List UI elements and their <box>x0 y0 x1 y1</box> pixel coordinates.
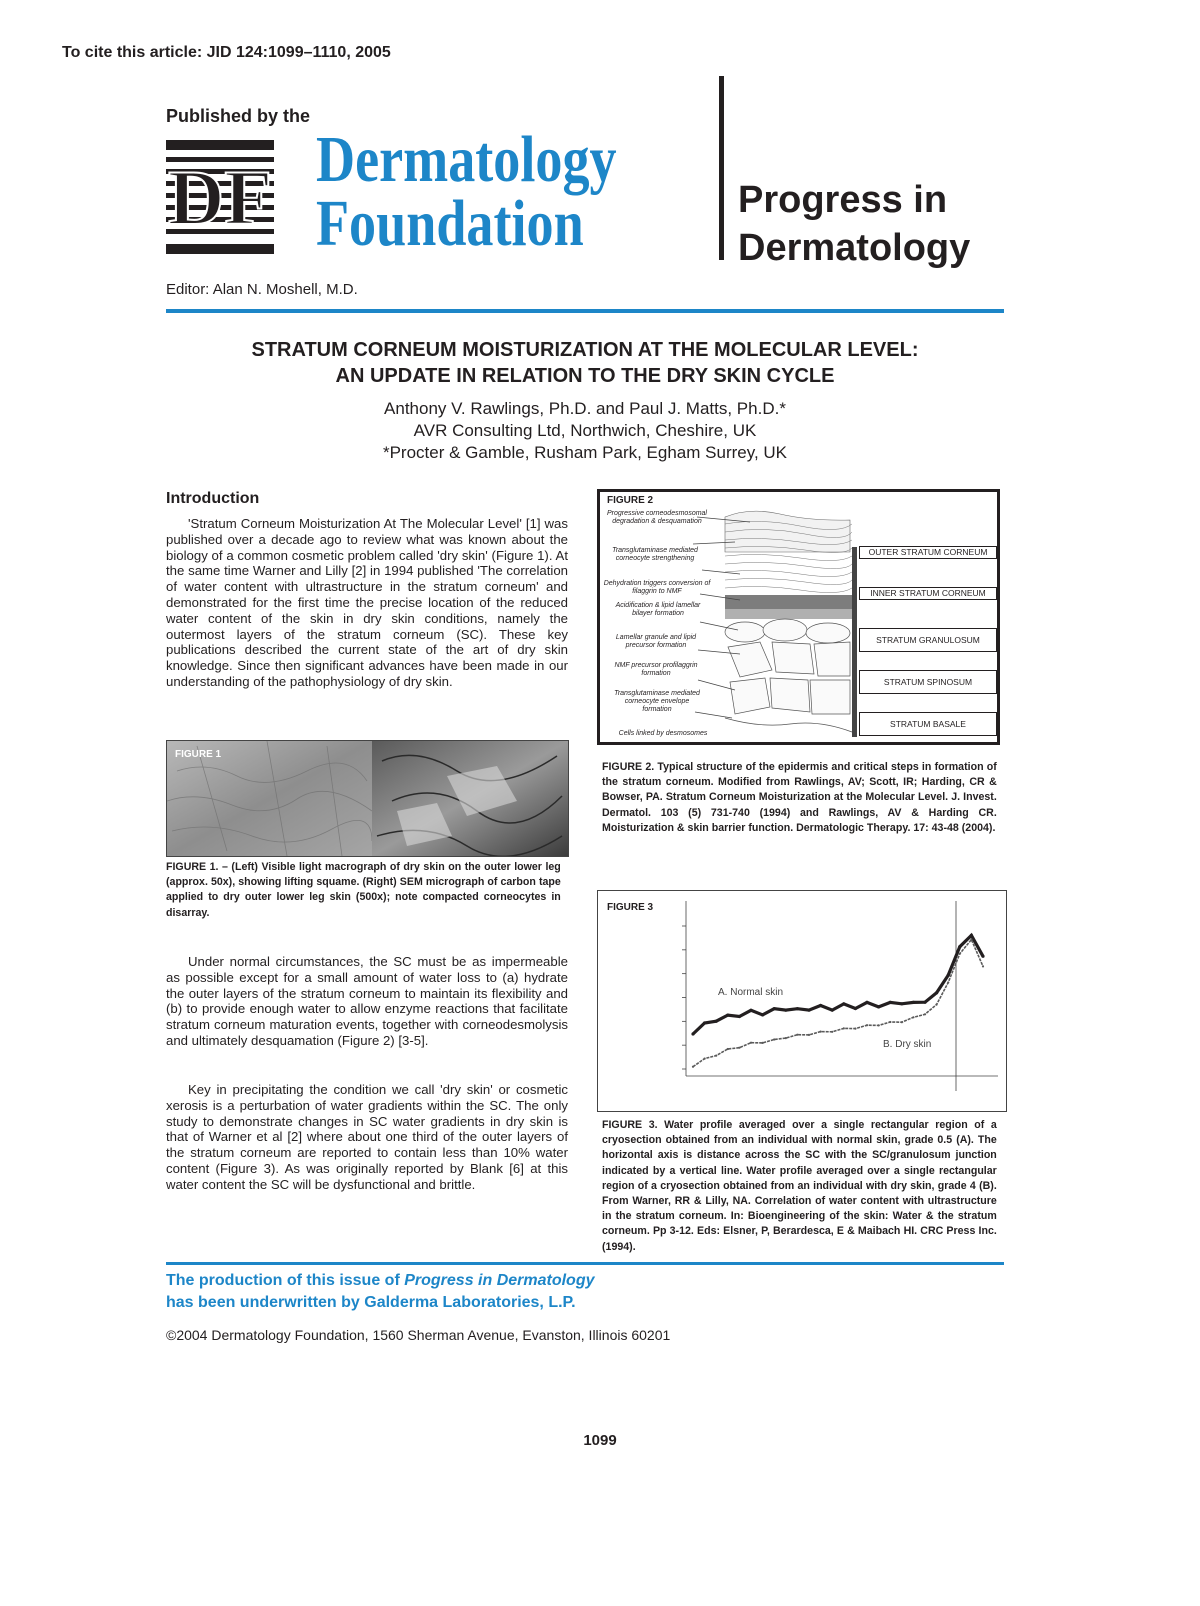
series-title <box>738 176 970 272</box>
data-point <box>982 965 984 967</box>
data-point <box>877 1005 880 1008</box>
series-title-line1: Progress in <box>738 179 948 221</box>
data-point <box>866 1024 868 1026</box>
data-point <box>970 934 973 937</box>
figure-1 <box>166 740 569 857</box>
underwriter-line1 <box>166 1270 595 1292</box>
underwriter-line2: has been underwritten by Galderma Laboratories, L.P. <box>166 1294 576 1311</box>
data-point <box>750 1042 752 1044</box>
series-line-normal-skin <box>693 935 983 1034</box>
fig2-annotation: Cells linked by desmosomes <box>618 730 708 737</box>
title-line1: STRATUM CORNEUM MOISTURIZATION AT THE MOLECULAR LEVEL: <box>251 339 919 361</box>
fig2-annotation: Dehydration triggers conversion of filaggrin to NMF <box>603 580 711 595</box>
data-point <box>749 1009 752 1012</box>
data-point <box>820 1031 822 1033</box>
data-point <box>900 1002 903 1005</box>
fig2-annotation: NMF precursor profilaggrin formation <box>614 662 698 677</box>
fig2-annotation: Transglutaminase mediated corneocyte strengthening <box>612 547 698 562</box>
title-line2: AN UPDATE IN RELATION TO THE DRY SKIN CYCLE <box>335 365 835 387</box>
data-point <box>773 1038 775 1040</box>
layer-label-basale: STRATUM BASALE <box>859 712 997 736</box>
footer-rule <box>166 1262 1004 1265</box>
data-point <box>715 1020 718 1023</box>
org-name-line1: Dermatology <box>316 123 617 196</box>
data-point <box>704 1058 706 1060</box>
body-paragraph-3: Key in precipitating the condition we call 'dry skin' or cosmetic xerosis is a perturbation of water gradients within the SC. The only study to demonstrate changes in SC water gradients in dry skin is that of Warner et al [2] where about one third of the outer layers of the stratum corneum are reported to contain less than 10% water content (Figure 3). As was originally reported by Blank [6] at this water content the SC will be dysfunctional and brittle. <box>166 1082 568 1192</box>
figure-1-caption: FIGURE 1. – (Left) Visible light macrograph of dry skin on the outer lower leg (approx. 50x), showing lifting squame. (Right) SEM micrograph of carbon tape applied to dry outer lower leg skin (500x); note compacted corneocytes in disarray. <box>166 861 561 919</box>
figure-2-label: FIGURE 2 <box>607 495 654 506</box>
data-point <box>819 1004 822 1007</box>
data-point <box>843 1027 845 1029</box>
layer-label-inner-sc: INNER STRATUM CORNEUM <box>859 587 997 600</box>
data-point <box>715 1055 717 1057</box>
fig2-annotation: Lamellar granule and lipid precursor formation <box>615 634 697 649</box>
underwriter-series-title: Progress in Dermatology <box>404 1272 595 1289</box>
figure-3 <box>597 890 1007 1112</box>
data-point <box>808 1034 810 1036</box>
affiliation-2: *Procter & Gamble, Rusham Park, Egham Surrey, UK <box>382 443 788 462</box>
body-paragraph-1: 'Stratum Corneum Moisturization At The Molecular Level' [1] was published over a decade ago to review what was known about the biology of a common cosmetic problem called 'dry skin' (Figure 1). At the same time Warner and Lilly [2] in 1994 published 'The correlation of water content with ultrastructure in the stratum corneum' and demonstrated for the first time the precise location of the reduced water content of the skin in dry skin conditions, namely the outermost layers of the stratum corneum (SC). These key publications described the current state of the art of dry skin knowledge. Since then significant advances have been made in our understanding of the pathophysiology of dry skin. <box>166 516 568 689</box>
data-point <box>970 939 972 941</box>
data-point <box>935 991 938 994</box>
data-point <box>936 1003 938 1005</box>
data-point <box>773 1007 776 1010</box>
published-by-label: Published by the <box>166 106 311 126</box>
author-block <box>166 398 1004 464</box>
data-point <box>924 1013 926 1015</box>
data-point <box>958 945 961 948</box>
figure-1-label: FIGURE 1 <box>175 749 222 760</box>
data-point <box>854 1028 856 1030</box>
data-point <box>703 1021 706 1024</box>
figure-1-images <box>167 741 568 856</box>
data-point <box>796 1007 799 1010</box>
data-point <box>761 1013 764 1016</box>
org-name-line2: Foundation <box>316 187 584 260</box>
layer-label-granulosum: STRATUM GRANULOSUM <box>859 628 997 652</box>
body-paragraph-2: Under normal circumstances, the SC must be as impermeable as possible except for a small amount of water loss to (a) hydrate the outer layers of the stratum corneum to maintain its flexibility and (b) to provide enough water to allow enzyme reactions that facilitate stratum corneum maturation events, together with corneodesmolysis and ultimately desquamation (Figure 2) [3-5]. <box>166 954 568 1048</box>
data-point <box>947 974 950 977</box>
editor-line: Editor: Alan N. Moshell, M.D. <box>166 281 358 298</box>
data-point <box>796 1034 798 1036</box>
data-point <box>691 1032 694 1035</box>
data-point <box>947 981 949 983</box>
data-point <box>889 1001 892 1004</box>
data-point <box>889 1021 891 1023</box>
section-heading: Introduction <box>166 490 260 507</box>
citation-line: To cite this article: JID 124:1099–1110, 2005 <box>62 44 391 61</box>
data-point <box>692 1066 694 1068</box>
fig2-annotation: Acidification & lipid lamellar bilayer formation <box>615 602 701 617</box>
data-point <box>912 1001 915 1004</box>
figure-3-caption: FIGURE 3. Water profile averaged over a single rectangular region of a cryosection obtained from an individual with normal skin, grade 0.5 (A). The horizontal axis is distance across the SC with the SC/granulosum junction indicated by a vertical line. Water profile averaged over a single rectangular region of a cryosection obtained from an individual with dry skin, grade 4 (B). From Warner, RR & Lilly, NA. Correlation of water content with ultrastructure in the stratum corneum. In: Bioengineering of the skin: Water & the stratum corneum. Pp 3-12. Eds: Elsner, P, Berardesca, E & Maibach HI. CRC Press Inc. (1994). <box>602 1119 997 1253</box>
data-point <box>738 1047 740 1049</box>
data-point <box>959 953 961 955</box>
series-label-dry: B. Dry skin <box>883 1039 932 1050</box>
fig2-annotation: Transglutaminase mediated corneocyte envelope formation <box>614 690 700 713</box>
data-point <box>784 1009 787 1012</box>
data-point <box>785 1037 787 1039</box>
series-title-line2: Dermatology <box>738 227 971 269</box>
fig2-annotation: Progressive corneodesmosomal degradation & desquamation <box>607 510 707 525</box>
data-point <box>865 1001 868 1004</box>
copyright-line: ©2004 Dermatology Foundation, 1560 Sherman Avenue, Evanston, Illinois 60201 <box>166 1327 671 1343</box>
logo-letters: DF <box>168 154 272 241</box>
data-point <box>854 1007 857 1010</box>
data-point <box>923 1001 926 1004</box>
layer-label-outer-sc: OUTER STRATUM CORNEUM <box>859 546 997 559</box>
figure-3-label: FIGURE 3 <box>607 902 654 913</box>
authors: Anthony V. Rawlings, Ph.D. and Paul J. Matts, Ph.D.* <box>384 399 786 418</box>
data-point <box>738 1015 741 1018</box>
data-point <box>831 1031 833 1033</box>
data-point <box>726 1014 729 1017</box>
page-number: 1099 <box>583 1432 617 1449</box>
layer-label-spinosum: STRATUM SPINOSUM <box>859 670 997 694</box>
data-point <box>762 1042 764 1044</box>
header-rule <box>166 309 1004 313</box>
figure-2-caption: FIGURE 2. Typical structure of the epidermis and critical steps in formation of the stratum corneum. Modified from Rawlings, AV; Scott, IR; Harding, CR & Bowser, PA. Stratum Corneum Moisturization at the Molecular Level. J. Invest. Dermatol. 103 (5) 731-740 (1994) and Rawlings, AV & Harding CR. Moisturization & skin barrier function. Dermatologic Therapy. 17: 43-48 (2004). <box>602 761 997 834</box>
underwriter-notice <box>166 1270 595 1314</box>
water-profile-chart <box>598 891 1006 1111</box>
data-point <box>878 1024 880 1026</box>
organization-name <box>316 123 617 260</box>
header-divider <box>719 76 724 260</box>
data-point <box>912 1016 914 1018</box>
data-point <box>807 1009 810 1012</box>
data-point <box>842 1002 845 1005</box>
data-point <box>727 1048 729 1050</box>
article-title <box>166 337 1004 389</box>
series-line-dry-skin <box>693 940 983 1067</box>
data-point <box>901 1021 903 1023</box>
df-logo <box>166 140 274 254</box>
data-point <box>981 955 984 958</box>
affiliation-1: AVR Consulting Ltd, Northwich, Cheshire, UK <box>413 421 757 440</box>
series-label-normal: A. Normal skin <box>718 987 784 998</box>
figure-2 <box>597 489 1000 745</box>
data-point <box>831 1009 834 1012</box>
underwriter-line1-text: The production of this issue of <box>166 1272 405 1289</box>
